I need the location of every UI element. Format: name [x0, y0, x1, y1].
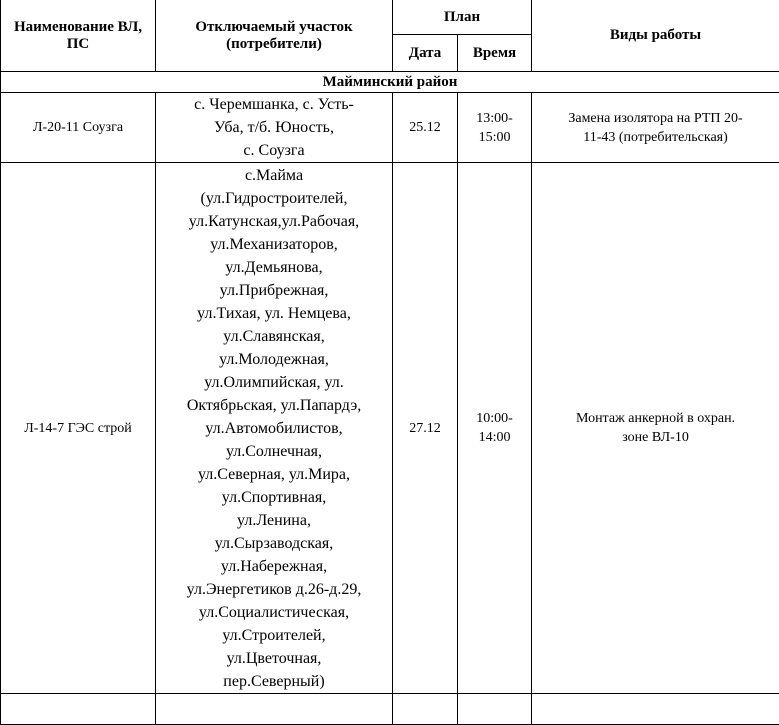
area-line: с.Майма [158, 164, 390, 187]
time-cell [458, 93, 532, 163]
area-line: с. Соузга [158, 139, 390, 162]
empty-cell [458, 694, 532, 725]
work-cell [532, 93, 779, 163]
area-line: ул.Катунская,ул.Рабочая, [158, 210, 390, 233]
header-disconnected-area: Отключаемый участок (потребители) [156, 0, 393, 72]
header-line-name: Наименование ВЛ, ПС [1, 0, 156, 72]
area-line: ул.Социалистическая, [158, 601, 390, 624]
work-line: Замена изолятора на РТП 20- [534, 109, 777, 128]
date-cell: 25.12 [393, 93, 458, 163]
area-line: ул.Демьянова, [158, 256, 390, 279]
line-name-cell: Л-20-11 Соузга [1, 93, 156, 163]
area-line: ул.Солнечная, [158, 440, 390, 463]
table-row-partial [1, 694, 779, 725]
time-line: 10:00- [460, 409, 529, 428]
region-title: Майминский район [1, 72, 779, 93]
area-line: ул.Сырзаводская, [158, 532, 390, 555]
header-plan: План [393, 0, 532, 35]
area-line: ул.Олимпийская, ул. [158, 371, 390, 394]
area-line: ул.Строителей, [158, 624, 390, 647]
area-line: ул.Северная, ул.Мира, [158, 463, 390, 486]
area-cell [156, 93, 393, 163]
date-cell: 27.12 [393, 163, 458, 694]
time-line: 15:00 [460, 128, 529, 147]
area-line: ул.Ленина, [158, 509, 390, 532]
work-line: Монтаж анкерной в охран. [534, 409, 777, 428]
area-line: ул.Спортивная, [158, 486, 390, 509]
table-row [1, 163, 779, 694]
area-line: ул.Тихая, ул. Немцева, [158, 302, 390, 325]
empty-cell [532, 694, 779, 725]
area-line: ул.Прибрежная, [158, 279, 390, 302]
area-line: ул.Цветочная, [158, 647, 390, 670]
area-line: ул.Славянская, [158, 325, 390, 348]
empty-cell [1, 694, 156, 725]
area-line: Уба, т/б. Юность, [158, 116, 390, 139]
work-cell [532, 163, 779, 694]
header-work-type: Виды работы [532, 0, 779, 72]
work-line: 11-43 (потребительская) [534, 128, 777, 147]
area-line: ул.Молодежная, [158, 348, 390, 371]
area-line: (ул.Гидростроителей, [158, 187, 390, 210]
table-row [1, 93, 779, 163]
area-line: пер.Северный) [158, 670, 390, 693]
time-cell [458, 163, 532, 694]
header-time: Время [458, 35, 532, 72]
area-line: ул.Энергетиков д.26-д.29, [158, 578, 390, 601]
area-line: с. Черемшанка, с. Усть- [158, 93, 390, 116]
time-line: 14:00 [460, 428, 529, 447]
empty-cell [393, 694, 458, 725]
area-line: ул.Автомобилистов, [158, 417, 390, 440]
work-line: зоне ВЛ-10 [534, 428, 777, 447]
empty-cell [156, 694, 393, 725]
area-line: Октябрьская, ул.Папардэ, [158, 394, 390, 417]
area-line: ул.Механизаторов, [158, 233, 390, 256]
area-line: ул.Набережная, [158, 555, 390, 578]
area-cell [156, 163, 393, 694]
time-line: 13:00- [460, 109, 529, 128]
header-date: Дата [393, 35, 458, 72]
line-name-cell: Л-14-7 ГЭС строй [1, 163, 156, 694]
